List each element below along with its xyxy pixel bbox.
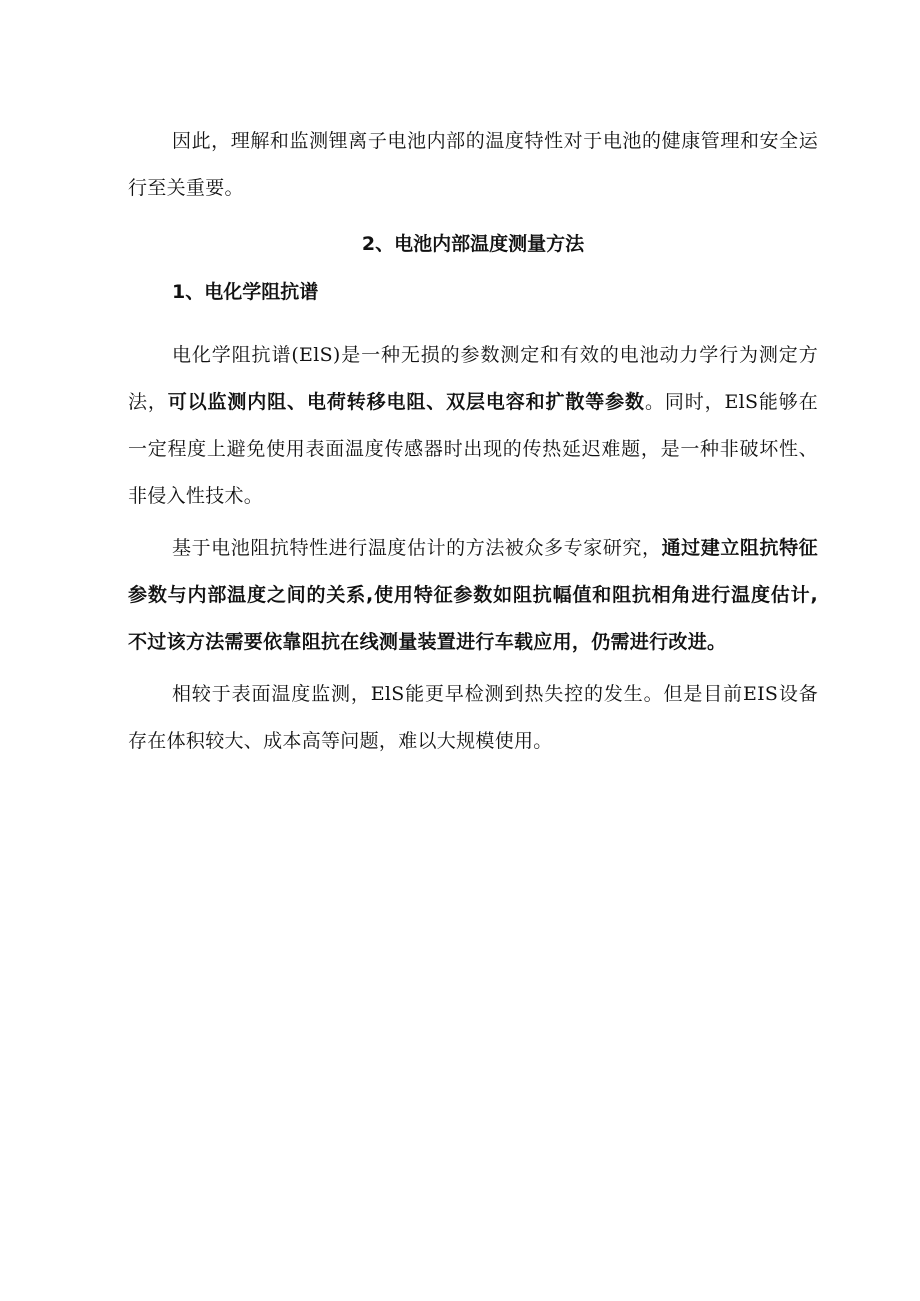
paragraph-impedance-bold: 通过建立阻抗特征参数与内部温度之间的关系,使用特征参数如阻抗幅值和阻抗相角进行温度估计,不过该方法需要依靠阻抗在线测量装置进行车载应用，仍需进行改进。	[128, 537, 818, 653]
paragraph-eis-bold: 可以监测内阻、电荷转移电阻、双层电容和扩散等参数	[167, 391, 645, 413]
paragraph-eis-part2: 。同时，ElS能够在一定程度上避免使用表面温度传感器时出现的传热延迟难题，是一种非破坏性、非侵入性技术。	[128, 391, 818, 507]
paragraph-intro	[128, 118, 818, 212]
section-heading: 2、电池内部温度测量方法	[361, 233, 585, 255]
subsection-heading: 1、电化学阻抗谱	[172, 281, 319, 303]
paragraph-compare	[128, 671, 818, 765]
paragraph-compare-text: 相较于表面温度监测，ElS能更早检测到热失控的发生。但是目前EIS设备存在体积较大、成本高等问题，难以大规模使用。	[128, 683, 818, 752]
paragraph-intro-text: 因此，理解和监测锂离子电池内部的温度特性对于电池的健康管理和安全运行至关重要。	[128, 130, 818, 199]
paragraph-eis-part1: 电化学阻抗谱(ElS)是一种无损的参数测定和有效的电池动力学行为测定方法，	[128, 344, 818, 413]
paragraph-eis	[128, 332, 818, 520]
paragraph-impedance	[128, 525, 818, 666]
paragraph-impedance-part1: 基于电池阻抗特性进行温度估计的方法被众多专家研究，	[172, 537, 662, 559]
